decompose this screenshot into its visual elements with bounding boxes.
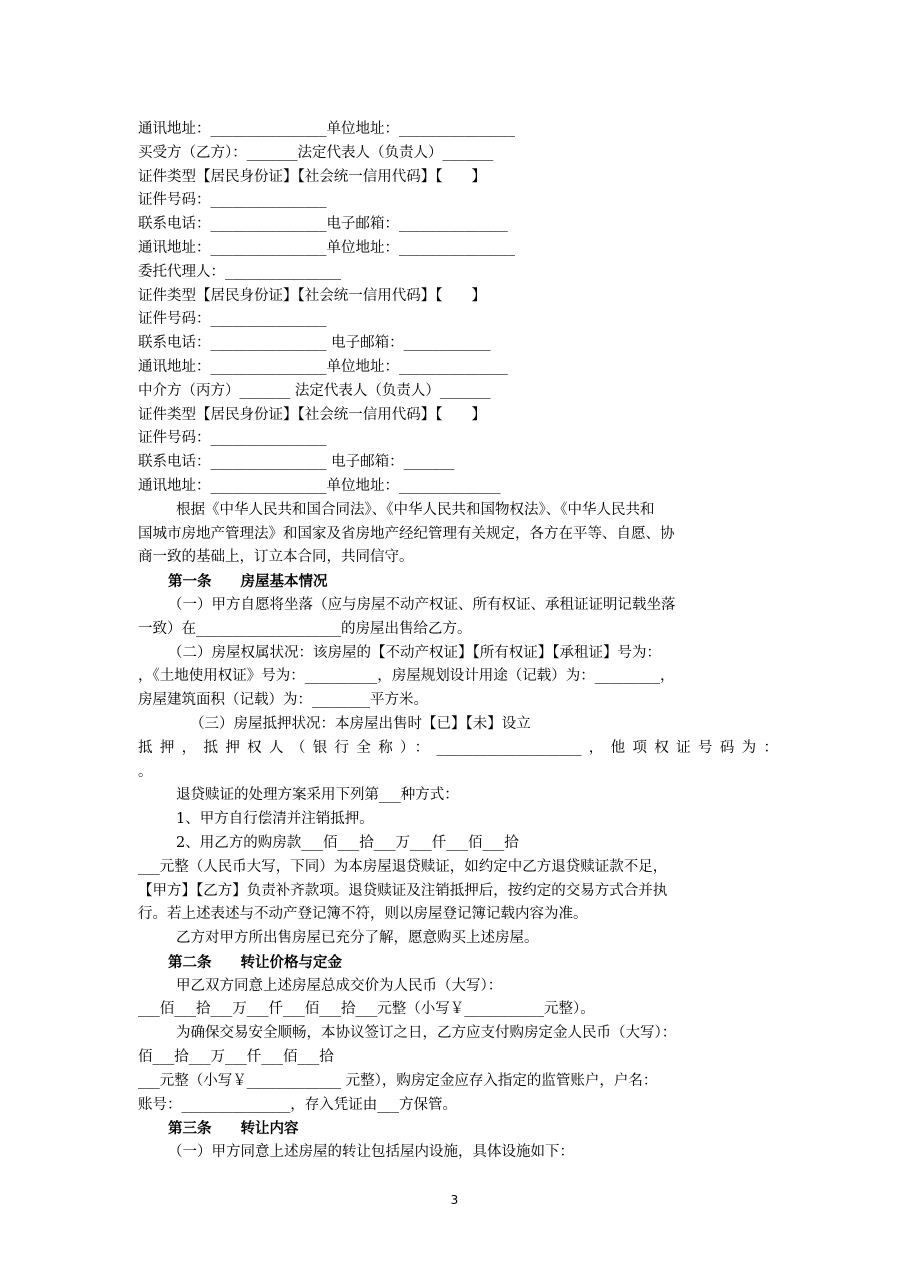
- text-line: 根据《中华人民共和国合同法》、《中华人民共和国物权法》、《中华人民共和: [176, 501, 655, 518]
- text-line: 通讯地址：________________单位地址：________________: [138, 239, 515, 256]
- text-line: 2、用乙方的购房款___佰___拾___万___仟___佰___拾: [176, 834, 519, 851]
- text-line: 证件号码：________________: [138, 311, 327, 328]
- text-line: 通讯地址：________________单位地址：_______________: [138, 358, 508, 375]
- text-line: 抵押，抵押权人（银行全称）：____________________，他项权证号码为：: [138, 739, 778, 756]
- text-line: 联系电话：________________ 电子邮箱：____________: [138, 335, 491, 352]
- text-line: 甲乙双方同意上述房屋总成交价为人民币（大写）：: [176, 977, 503, 994]
- text-line: ___元整（人民币大写，下同）为本房屋退贷赎证，如约定中乙方退贷赎证款不足，: [138, 858, 668, 875]
- page-number: 3: [450, 1193, 459, 1207]
- text-line: 。: [138, 763, 153, 780]
- text-line: 第一条 房屋基本情况: [168, 573, 328, 591]
- text-line: 行。若上述表述与不动产登记簿不符，则以房屋登记簿记载内容为准。: [138, 906, 588, 923]
- text-line: 联系电话：________________电子邮箱：_______________: [138, 216, 508, 233]
- text-line: 证件号码：________________: [138, 430, 327, 447]
- text-line: 账号：_______________，存入凭证由___方保管。: [138, 1096, 457, 1113]
- text-line: 一致）在____________________的房屋出售给乙方。: [138, 620, 472, 637]
- text-line: 联系电话：________________ 电子邮箱：_______: [138, 454, 455, 471]
- text-line: 通讯地址：________________单位地址：________________: [138, 121, 515, 137]
- text-line: 买受方（乙方）：_______法定代表人（负责人）_______: [138, 144, 494, 161]
- text-line: ___元整（小写￥_____________ 元整），购房定金应存入指定的监管账户，户名：: [138, 1072, 658, 1089]
- text-line: （一）甲方同意上述房屋的转让包括屋内设施，具体设施如下：: [168, 1144, 574, 1161]
- text-line: 为确保交易安全顺畅，本协议签订之日，乙方应支付购房定金人民币（大写）：: [176, 1025, 677, 1042]
- text-line: 1、甲方自行偿清并注销抵押。: [176, 811, 374, 828]
- text-line: （二）房屋权属状况：该房屋的【不动产权证】【所有权证】【承租证】号为：: [168, 644, 661, 661]
- text-line: ，《土地使用权证》号为：__________，房屋规划设计用途（记载）为：_________，: [138, 668, 675, 685]
- text-line: 证件类型【居民身份证】【社会统一信用代码】【 】: [138, 406, 486, 423]
- text-line: 【甲方】【乙方】负责补齐款项。退贷赎证及注销抵押后，按约定的交易方式合并执: [138, 882, 668, 899]
- text-line: 委托代理人：________________: [138, 263, 341, 280]
- text-line: 第二条 转让价格与定金: [168, 953, 342, 971]
- text-line: 退贷赎证的处理方案采用下列第___种方式：: [176, 787, 459, 804]
- text-line: 通讯地址：________________单位地址：______________: [138, 477, 501, 494]
- text-line: 国城市房地产管理法》和国家及省房地产经纪管理有关规定，各方在平等、自愿、协: [138, 525, 675, 542]
- text-line: 商一致的基础上，订立本合同，共同信守。: [138, 549, 414, 566]
- document-body: [138, 118, 778, 1165]
- text-line: 佰___拾___万___仟___佰___拾: [138, 1049, 334, 1066]
- text-line: 证件号码：________________: [138, 192, 327, 209]
- text-line: （一）甲方自愿将坐落（应与房屋不动产权证、所有权证、承租证证明记载坐落: [168, 596, 676, 613]
- text-line: 证件类型【居民身份证】【社会统一信用代码】【 】: [138, 287, 486, 304]
- text-line: 房屋建筑面积（记载）为：________平方米。: [138, 692, 428, 709]
- text-line: ___佰___拾___万___仟___佰___拾___元整（小写￥___________元整）。: [138, 1001, 595, 1018]
- text-line: 乙方对甲方所出售房屋已充分了解，愿意购买上述房屋。: [176, 930, 539, 947]
- text-line: 证件类型【居民身份证】【社会统一信用代码】【 】: [138, 168, 486, 185]
- text-line: 第三条 转让内容: [168, 1120, 299, 1138]
- text-line: 中介方（丙方）_______ 法定代表人（负责人）_______: [138, 382, 491, 399]
- text-line: （三）房屋抵押状况：本房屋出售时【已】【未】设立: [190, 715, 531, 732]
